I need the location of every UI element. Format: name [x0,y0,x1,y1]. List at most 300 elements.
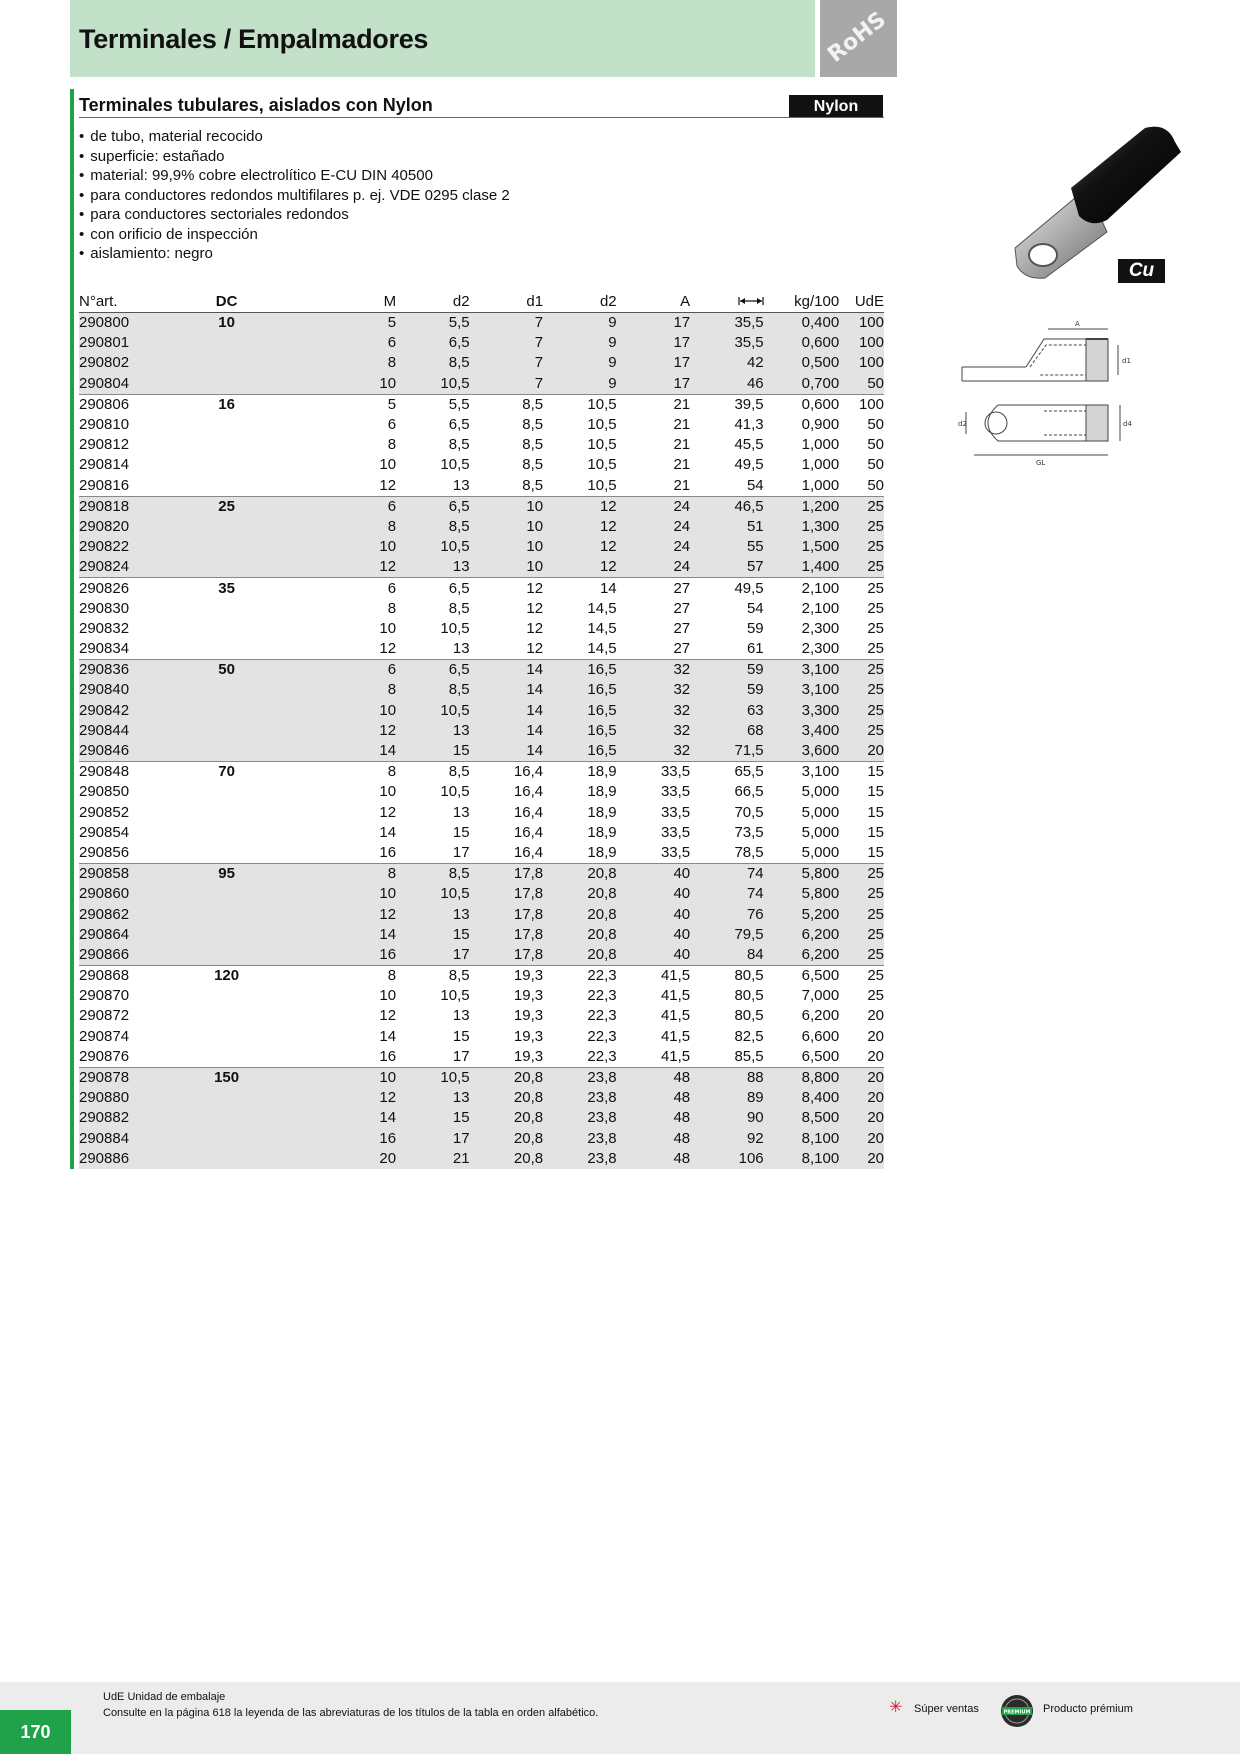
cell-length: 59 [746,619,764,637]
table-row [79,353,884,373]
cell-d2: 10,5 [440,619,470,637]
cell-ude: 50 [867,416,884,434]
cell-d2: 15 [396,925,470,945]
technical-drawing [958,315,1158,475]
cell-ude: 25 [839,904,884,924]
table-row [79,476,884,497]
cell-d2-outer: 23,8 [543,1088,617,1108]
cell-dc [164,782,289,802]
cell-m: 6 [289,496,396,517]
cell-weight: 1,500 [764,537,840,557]
cell-weight: 0,900 [801,416,840,434]
cell-ude: 25 [867,619,884,637]
cell-a: 32 [617,721,691,741]
cell-d2: 10,5 [396,884,470,904]
cell-d1: 16,4 [513,823,544,841]
cell-d1: 16,4 [513,843,544,861]
cell-weight: 3,100 [764,660,840,681]
cell-weight: 2,300 [801,619,840,637]
premium-seal-icon [1000,1694,1034,1728]
cell-m: 8 [289,762,396,783]
cell-article: 290826 [79,578,164,599]
cell-d2-outer: 16,5 [543,660,617,681]
cell-d2: 10,5 [396,374,470,395]
cell-d2-outer: 9 [543,353,617,373]
cell-m: 12 [289,904,396,924]
cell-dc [164,374,289,395]
cell-weight: 6,600 [801,1027,840,1045]
cell-article: 290858 [79,864,164,885]
cell-weight: 8,800 [764,1067,840,1088]
cell-m: 8 [289,864,396,885]
cell-article: 290868 [79,966,164,987]
cell-m: 14 [379,1027,397,1045]
table-row [79,1129,884,1149]
cell-weight: 3,400 [764,721,840,741]
cell-m: 16 [379,843,397,861]
cell-d2: 8,5 [396,517,470,537]
cell-dc [164,925,289,945]
cell-d2-outer: 10,5 [587,416,617,434]
cell-dc [164,557,289,578]
cell-d1: 12 [526,619,544,637]
cell-a: 48 [617,1129,691,1149]
cell-a: 17 [617,333,691,353]
table-row [79,721,884,741]
cell-d1: 19,3 [513,987,544,1005]
cell-weight: 7,000 [801,987,840,1005]
cell-length: 63 [690,701,764,721]
cell-m: 10 [379,456,397,474]
length-arrow-icon [738,296,764,306]
table-row [79,660,884,681]
cell-ude: 20 [839,1129,884,1149]
cell-m: 10 [289,537,396,557]
cell-d1: 7 [470,313,544,334]
cell-weight: 5,800 [764,864,840,885]
cell-weight: 5,200 [764,904,840,924]
cell-d2-outer: 9 [543,313,617,334]
cell-d1: 14 [470,680,544,700]
cell-dc [164,741,289,762]
cell-d2-outer: 23,8 [543,1108,617,1128]
cell-d1: 16,4 [470,762,544,783]
cell-a: 41,5 [660,1047,691,1065]
col-header-length [690,292,764,313]
table-header-row [79,292,884,313]
cell-d2-outer: 14 [543,578,617,599]
cell-article: 290864 [79,925,164,945]
table-row [79,333,884,353]
cell-d2-outer: 14,5 [587,640,617,658]
cell-article: 290886 [79,1149,164,1169]
cell-d2: 8,5 [396,680,470,700]
cell-dc [164,1027,289,1047]
cell-d2: 10,5 [396,701,470,721]
cell-length: 74 [690,884,764,904]
cell-length: 82,5 [734,1027,764,1045]
cell-length: 79,5 [690,925,764,945]
cell-article: 290878 [79,1067,164,1088]
cell-article: 290806 [79,394,164,415]
cell-ude: 25 [839,537,884,557]
cell-d2-outer: 23,8 [543,1067,617,1088]
cell-d2: 21 [396,1149,470,1169]
cell-a: 24 [617,537,691,557]
cell-m: 8 [289,966,396,987]
cell-length: 57 [690,557,764,578]
cell-d1: 8,5 [522,456,544,474]
cell-d2-outer: 23,8 [543,1149,617,1169]
cell-m: 16 [289,945,396,966]
cell-ude: 25 [839,945,884,966]
cell-m: 5 [289,313,396,334]
cell-ude: 25 [867,640,884,658]
cell-dc [164,639,289,660]
col-header-d2: d2 [396,292,470,313]
cell-d1: 14 [470,660,544,681]
cell-d2-outer: 14,5 [587,619,617,637]
cell-weight: 8,100 [764,1149,840,1169]
table-row [79,619,884,639]
cell-d2-outer: 14,5 [587,599,617,617]
cell-weight: 5,000 [801,843,840,861]
col-header-weight: kg/100 [764,292,840,313]
rohs-logo [820,0,897,77]
cell-d2: 17 [452,843,470,861]
cell-m: 16 [289,1129,396,1149]
cell-length: 80,5 [734,1007,764,1025]
cell-d2-outer: 10,5 [587,456,617,474]
cell-d2: 6,5 [396,578,470,599]
cell-ude: 25 [839,660,884,681]
cell-m: 10 [379,987,397,1005]
cell-d2-outer: 12 [543,496,617,517]
cell-article: 290810 [79,416,130,434]
table-body [79,313,884,1169]
cell-length: 106 [690,1149,764,1169]
cell-d2: 17 [396,945,470,966]
super-ventas-label: Súper ventas [914,1703,979,1715]
cell-ude: 25 [867,987,884,1005]
cell-ude: 20 [839,1088,884,1108]
cell-a: 27 [673,640,691,658]
cell-article: 290822 [79,537,164,557]
cell-dc [164,517,289,537]
premium-seal-text: PREMIUM [1003,1709,1031,1716]
table-row [79,823,884,843]
cell-d2-outer: 22,3 [587,1027,617,1045]
table-row [79,1149,884,1169]
table-row [79,639,884,660]
cell-m: 16 [379,1047,397,1065]
cell-dc [164,619,289,639]
cell-ude: 20 [839,1067,884,1088]
cell-d2: 6,5 [396,333,470,353]
cell-article: 290876 [79,1047,130,1065]
table-row [79,986,884,1006]
cell-weight: 6,200 [764,945,840,966]
cell-weight: 5,000 [801,803,840,821]
cell-article: 290804 [79,374,164,395]
cell-dc: 120 [164,966,289,987]
table-row [79,966,884,987]
drawing-label-gl: GL [1036,459,1046,467]
cell-d2-outer: 12 [543,537,617,557]
table-row [79,455,884,475]
cell-weight: 5,000 [801,783,840,801]
cell-d2: 17 [396,1129,470,1149]
cell-article: 290866 [79,945,164,966]
cell-article: 290870 [79,987,130,1005]
cell-m: 12 [379,476,397,494]
cell-a: 21 [673,456,691,474]
cell-weight: 3,100 [764,680,840,700]
cell-ude: 100 [839,313,884,334]
table-row [79,803,884,823]
cell-d1: 12 [526,599,544,617]
cell-weight: 1,300 [764,517,840,537]
cell-weight: 8,500 [764,1108,840,1128]
cell-length: 70,5 [734,803,764,821]
cell-dc [164,1108,289,1128]
cell-d1: 7 [470,333,544,353]
drawing-label-d1: d1 [1122,357,1131,365]
cell-m: 6 [289,660,396,681]
cell-d2: 15 [452,823,470,841]
cell-weight: 5,000 [801,823,840,841]
cell-d2: 6,5 [396,660,470,681]
cell-d2-outer: 20,8 [543,884,617,904]
cell-dc [164,415,289,435]
cell-weight: 1,400 [764,557,840,578]
feature-item: • para conductores sectoriales redondos [79,205,510,225]
cell-weight: 3,300 [764,701,840,721]
cell-article: 290814 [79,456,130,474]
cell-ude: 50 [839,374,884,395]
cell-d2-outer: 16,5 [543,701,617,721]
cell-d1: 20,8 [470,1129,544,1149]
cell-d2: 5,5 [396,394,470,415]
cell-length: 68 [690,721,764,741]
cell-d2-outer: 22,3 [587,1047,617,1065]
cell-d1: 16,4 [513,783,544,801]
table-row [79,884,884,904]
cell-d1: 7 [470,374,544,395]
table-row [79,680,884,700]
footer-note: Consulte en la página 618 la leyenda de las abreviaturas de los títulos de la tabla en orden alfabético. [103,1707,599,1719]
cell-m: 14 [289,1108,396,1128]
cell-d2-outer: 16,5 [543,721,617,741]
cell-a: 21 [673,416,691,434]
cell-d2: 6,5 [448,416,470,434]
cell-ude: 25 [839,680,884,700]
cell-ude: 20 [839,1149,884,1169]
table-row [79,1047,884,1068]
cell-article: 290848 [79,762,164,783]
cell-d1: 14 [470,741,544,762]
drawing-label-a: A [1075,320,1080,328]
cell-m: 6 [387,416,397,434]
cell-d1: 12 [526,640,544,658]
cell-weight: 0,600 [764,333,840,353]
cell-d2-outer: 9 [543,333,617,353]
cell-weight: 3,100 [764,762,840,783]
cell-d1: 20,8 [470,1067,544,1088]
cell-length: 49,5 [690,578,764,599]
cell-ude: 20 [867,1047,884,1065]
cell-ude: 100 [839,394,884,415]
cell-m: 10 [289,701,396,721]
cell-dc [164,353,289,373]
cell-weight: 6,500 [801,1047,840,1065]
cell-d2: 8,5 [396,864,470,885]
cell-dc [164,1047,289,1068]
cell-d2: 13 [452,476,470,494]
cell-length: 35,5 [690,333,764,353]
cell-article: 290850 [79,783,130,801]
cell-d2-outer: 18,9 [587,783,617,801]
cell-length: 46,5 [690,496,764,517]
cell-a: 48 [617,1149,691,1169]
cell-weight: 6,200 [801,1007,840,1025]
cell-d2-outer: 16,5 [543,741,617,762]
cell-length: 59 [690,680,764,700]
cell-ude: 25 [839,925,884,945]
cell-m: 20 [289,1149,396,1169]
table-row [79,578,884,599]
cell-m: 14 [379,823,397,841]
cell-ude: 25 [839,496,884,517]
cell-article: 290840 [79,680,164,700]
col-header-article: N°art. [79,292,164,313]
cell-a: 24 [617,557,691,578]
cell-dc [164,884,289,904]
cell-weight: 1,200 [764,496,840,517]
cell-d1: 19,3 [513,1007,544,1025]
cell-ude: 15 [867,843,884,861]
col-header-m: M [289,292,396,313]
cell-article: 290872 [79,1007,130,1025]
cell-a: 40 [617,884,691,904]
cell-dc [164,721,289,741]
cell-article: 290830 [79,599,130,617]
cell-weight: 1,000 [801,476,840,494]
cell-ude: 15 [839,762,884,783]
cell-length: 66,5 [734,783,764,801]
cell-d1: 8,5 [522,436,544,454]
cell-length: 74 [690,864,764,885]
cell-ude: 25 [839,557,884,578]
cell-m: 12 [379,803,397,821]
footer-legend: UdE Unidad de embalaje [103,1691,226,1703]
cell-weight: 2,100 [801,599,840,617]
cell-dc [164,843,289,864]
drawing-label-d2: d2 [958,420,967,428]
table-row [79,496,884,517]
cell-length: 85,5 [734,1047,764,1065]
cell-dc [164,455,289,475]
cell-ude: 15 [867,803,884,821]
cell-d2: 8,5 [396,966,470,987]
table-row [79,537,884,557]
feature-item: • aislamiento: negro [79,244,510,264]
cell-ude: 50 [867,476,884,494]
cell-length: 49,5 [734,456,764,474]
cell-ude: 20 [839,1108,884,1128]
cell-length: 59 [690,660,764,681]
cell-length: 78,5 [734,843,764,861]
cell-weight: 8,100 [764,1129,840,1149]
cell-m: 8 [289,517,396,537]
cell-article: 290880 [79,1088,164,1108]
cell-d2-outer: 12 [543,557,617,578]
cell-d2: 15 [396,1108,470,1128]
table-row [79,415,884,435]
cell-weight: 6,200 [764,925,840,945]
cell-dc: 95 [164,864,289,885]
cell-d1: 8,5 [470,394,544,415]
col-header-a: A [617,292,691,313]
cell-m: 10 [289,1067,396,1088]
cell-dc: 70 [164,762,289,783]
table-row [79,741,884,762]
table-row [79,1006,884,1026]
cell-dc [164,1129,289,1149]
table-row [79,843,884,864]
cell-article: 290818 [79,496,164,517]
cell-d2: 13 [452,1007,470,1025]
cell-m: 14 [289,741,396,762]
cell-m: 12 [289,721,396,741]
cell-m: 10 [379,619,397,637]
cell-article: 290882 [79,1108,164,1128]
cell-ude: 20 [839,741,884,762]
table-row [79,762,884,783]
cell-weight: 0,500 [764,353,840,373]
cell-article: 290846 [79,741,164,762]
cell-weight: 6,500 [764,966,840,987]
cell-article: 290874 [79,1027,130,1045]
cell-m: 10 [289,374,396,395]
cell-article: 290812 [79,436,130,454]
cell-d2: 13 [396,721,470,741]
cell-a: 24 [617,517,691,537]
cell-a: 21 [617,394,691,415]
cell-d1: 10 [470,517,544,537]
cell-d2-outer: 20,8 [543,904,617,924]
cell-length: 88 [690,1067,764,1088]
rohs-label: RoHS [823,7,891,68]
cell-m: 12 [289,1088,396,1108]
cell-d1: 17,8 [470,864,544,885]
cell-d1: 10 [470,557,544,578]
cell-d2-outer: 18,9 [587,843,617,861]
cell-ude: 25 [839,721,884,741]
cell-d1: 20,8 [470,1149,544,1169]
cell-dc [164,1088,289,1108]
cell-weight: 2,100 [764,578,840,599]
cell-d1: 14 [470,721,544,741]
section-divider [79,117,884,118]
col-header-ude: UdE [839,292,884,313]
cell-article: 290824 [79,557,164,578]
table-row [79,1088,884,1108]
cell-m: 10 [379,783,397,801]
cell-m: 12 [289,557,396,578]
cell-ude: 50 [867,436,884,454]
feature-list [79,127,510,264]
